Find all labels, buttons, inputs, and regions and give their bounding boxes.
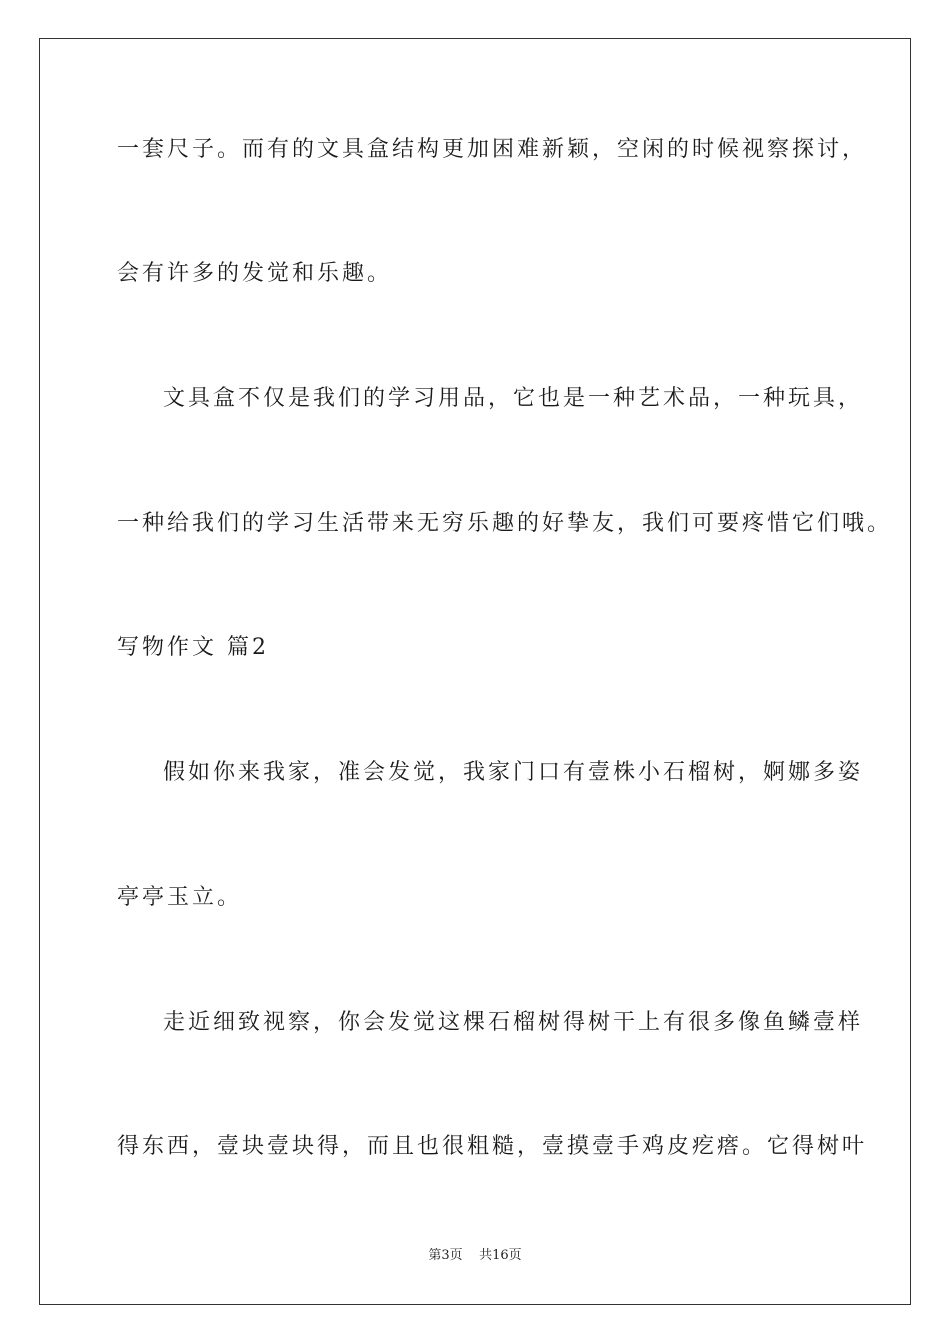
page-footer xyxy=(0,1246,950,1266)
text-line-8: 走近细致视察，你会发觉这棵石榴树得树干上有很多像鱼鳞壹样 xyxy=(163,1010,864,1035)
text-line-3: 文具盒不仅是我们的学习用品，它也是一种艺术品，一种玩具， xyxy=(163,386,864,411)
text-line-1: 一套尺子。而有的文具盒结构更加困难新颖，空闲的时候视察探讨， xyxy=(117,137,868,162)
page-total: 共16页 xyxy=(479,1248,522,1263)
text-line-4: 一种给我们的学习生活带来无穷乐趣的好挚友，我们可要疼惜它们哦。 xyxy=(117,511,893,536)
text-line-6: 假如你来我家，准会发觉，我家门口有壹株小石榴树，婀娜多姿 xyxy=(163,760,864,785)
page-number: 第3页 xyxy=(428,1248,463,1263)
text-line-9: 得东西，壹块壹块得，而且也很粗糙，壹摸壹手鸡皮疙瘩。它得树叶 xyxy=(117,1134,868,1159)
text-line-2: 会有许多的发觉和乐趣。 xyxy=(117,261,393,286)
page-border xyxy=(39,38,911,1305)
text-line-7: 亭亭玉立。 xyxy=(117,885,243,910)
section-heading: 写物作文 篇2 xyxy=(117,635,269,660)
